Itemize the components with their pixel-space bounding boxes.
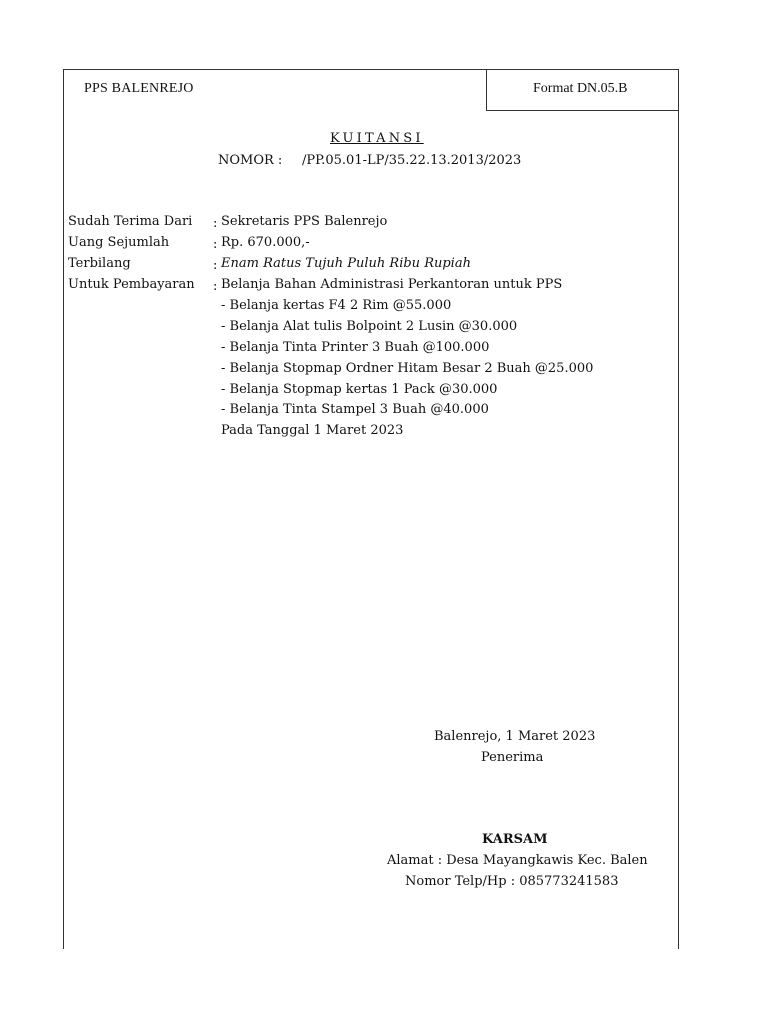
signatory-address: Alamat : Desa Mayangkawis Kec. Balen bbox=[387, 853, 648, 868]
receipt-frame bbox=[63, 69, 679, 949]
nomor-value: /PP.05.01-LP/35.22.13.2013/2023 bbox=[302, 153, 522, 168]
colon: : bbox=[213, 216, 218, 231]
format-label: Format DN.05.B bbox=[533, 81, 628, 96]
in-words-value: Enam Ratus Tujuh Puluh Ribu Rupiah bbox=[221, 256, 471, 271]
signature-place-date: Balenrejo, 1 Maret 2023 bbox=[434, 729, 596, 744]
received-from-value: Sekretaris PPS Balenrejo bbox=[221, 214, 388, 229]
amount-value: Rp. 670.000,- bbox=[221, 235, 310, 250]
signature-role: Penerima bbox=[481, 750, 544, 765]
purchase-item: - Belanja Alat tulis Bolpoint 2 Lusin @30.000 bbox=[221, 319, 518, 334]
received-from-label: Sudah Terima Dari bbox=[68, 214, 193, 229]
org-name: PPS BALENREJO bbox=[84, 81, 194, 96]
colon: : bbox=[213, 258, 218, 273]
purchase-item: - Belanja kertas F4 2 Rim @55.000 bbox=[221, 298, 452, 313]
purchase-item: - Belanja Stopmap Ordner Hitam Besar 2 Buah @25.000 bbox=[221, 361, 594, 376]
payment-date-line: Pada Tanggal 1 Maret 2023 bbox=[221, 423, 404, 438]
colon: : bbox=[213, 279, 218, 294]
signatory-phone: Nomor Telp/Hp : 085773241583 bbox=[405, 874, 619, 889]
purpose-value: Belanja Bahan Administrasi Perkantoran untuk PPS bbox=[221, 277, 563, 292]
document-title: KUITANSI bbox=[330, 131, 424, 146]
purchase-item: - Belanja Tinta Printer 3 Buah @100.000 bbox=[221, 340, 490, 355]
amount-label: Uang Sejumlah bbox=[68, 235, 170, 250]
purchase-item: - Belanja Tinta Stampel 3 Buah @40.000 bbox=[221, 402, 489, 417]
in-words-label: Terbilang bbox=[68, 256, 131, 271]
colon: : bbox=[213, 237, 218, 252]
purpose-label: Untuk Pembayaran bbox=[68, 277, 195, 292]
signatory-name: KARSAM bbox=[482, 832, 548, 847]
purchase-item: - Belanja Stopmap kertas 1 Pack @30.000 bbox=[221, 382, 498, 397]
nomor-label: NOMOR : bbox=[218, 153, 283, 168]
